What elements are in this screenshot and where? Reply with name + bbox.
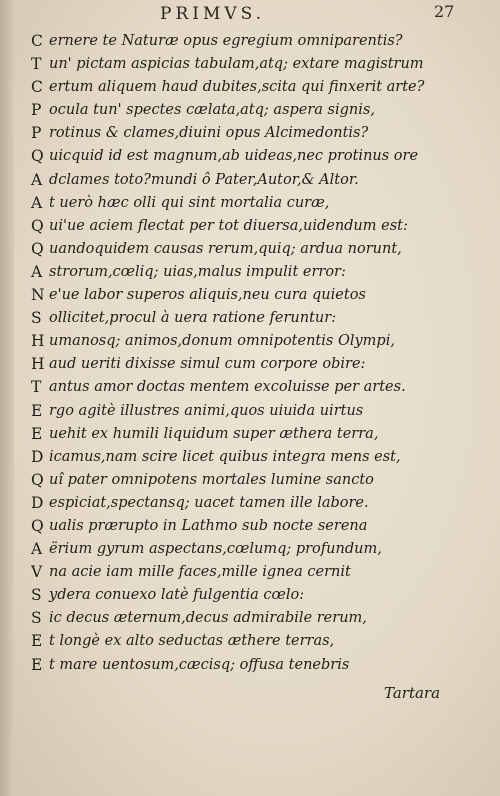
- line-text: t longè ex alto seductas æthere terras,: [49, 633, 335, 650]
- verse-line: [0, 261, 500, 284]
- line-initial: A: [31, 170, 43, 189]
- page-header: [0, 4, 500, 26]
- verse-line: [0, 215, 500, 238]
- line-initial: Q: [31, 147, 44, 166]
- verse-line: [0, 561, 500, 584]
- verse-line: [0, 307, 500, 330]
- verse-line: [0, 423, 500, 446]
- verse-line: [0, 53, 500, 76]
- verse-line: [0, 607, 500, 630]
- line-initial: E: [31, 655, 43, 674]
- line-initial: Q: [31, 216, 44, 235]
- catchword: Tartara: [384, 684, 441, 702]
- line-initial: Q: [31, 239, 44, 258]
- line-initial: P: [31, 124, 42, 143]
- line-text: strorum,cœliq; uias,malus impulit error:: [49, 263, 346, 280]
- line-initial: C: [31, 32, 43, 50]
- verse-line: [0, 400, 500, 423]
- line-text: t uerò hæc olli qui sint mortalia curæ,: [49, 194, 330, 211]
- line-initial: N: [31, 286, 45, 305]
- line-initial: S: [31, 586, 42, 605]
- verse-line: [0, 538, 500, 561]
- verse-line: [0, 238, 500, 261]
- verse-line: [0, 376, 500, 399]
- line-initial: P: [31, 101, 42, 120]
- verse-line: [0, 492, 500, 515]
- line-text: icamus,nam scire licet quibus integra mens est,: [49, 448, 401, 465]
- line-text: ernere te Naturæ opus egregium omniparentis?: [49, 33, 403, 49]
- line-text: ollicitet,procul à uera ratione feruntur:: [49, 310, 337, 327]
- verse-line: [0, 353, 500, 376]
- line-text: t mare uentosum,cæcisq; offusa tenebris: [49, 656, 350, 673]
- line-text: antus amor doctas mentem excoluisse per artes.: [49, 379, 406, 396]
- verse-line: [0, 284, 500, 307]
- line-text: aud ueriti dixisse simul cum corpore obire:: [49, 356, 366, 373]
- verse-line: [0, 446, 500, 469]
- line-text: na acie iam mille faces,mille ignea cernit: [49, 564, 351, 581]
- verse-line: [0, 515, 500, 538]
- line-text: ualis prærupto in Lathmo sub nocte serena: [49, 517, 368, 534]
- line-text: dclames toto?mundi ô Pater,Autor,& Altor.: [49, 171, 359, 188]
- page-number: 27: [434, 2, 455, 21]
- line-initial: H: [31, 355, 45, 374]
- line-initial: T: [31, 378, 42, 397]
- line-text: uicquid id est magnum,ab uideas,nec protinus ore: [49, 148, 419, 165]
- line-text: ertum aliquem haud dubites,scita qui finxerit arte?: [49, 79, 425, 96]
- line-initial: E: [31, 401, 43, 420]
- line-text: ui'ue aciem flectat per tot diuersa,uidendum est:: [49, 217, 408, 234]
- running-title: PRIMVS.: [160, 4, 266, 24]
- verse-line: [0, 330, 500, 353]
- line-initial: V: [31, 563, 43, 582]
- line-text: rotinus & clames,diuini opus Alcimedontis?: [49, 125, 369, 142]
- verse-line: [0, 122, 500, 145]
- verse-block: [0, 30, 500, 677]
- line-text: uehit ex humili liquidum super æthera terra,: [49, 425, 379, 442]
- line-text: ërium gyrum aspectans,cœlumq; profundum,: [49, 541, 382, 558]
- line-initial: Q: [31, 516, 44, 535]
- line-initial: E: [31, 424, 43, 443]
- verse-line: [0, 654, 500, 677]
- verse-line: [0, 99, 500, 122]
- verse-line: [0, 469, 500, 492]
- line-text: uî pater omnipotens mortales lumine sancto: [49, 471, 374, 488]
- line-text: uandoquidem causas rerum,quiq; ardua norunt,: [49, 240, 402, 257]
- line-initial: A: [31, 540, 43, 559]
- verse-line: [0, 30, 500, 53]
- line-text: ocula tun' spectes cælata,atq; aspera signis,: [49, 102, 375, 119]
- line-initial: C: [31, 78, 43, 97]
- line-initial: A: [31, 262, 43, 281]
- line-initial: H: [31, 332, 45, 351]
- line-initial: E: [31, 632, 43, 651]
- verse-line: [0, 169, 500, 192]
- line-text: rgo agitè illustres animi,quos uiuida uirtus: [49, 402, 364, 419]
- verse-line: [0, 584, 500, 607]
- line-text: ydera conuexo latè fulgentia cœlo:: [49, 587, 305, 604]
- line-initial: D: [31, 447, 44, 466]
- line-initial: Q: [31, 470, 44, 489]
- verse-line: [0, 630, 500, 653]
- line-initial: S: [31, 609, 42, 628]
- line-initial: D: [31, 493, 44, 512]
- line-text: ic decus æternum,decus admirabile rerum,: [49, 610, 367, 627]
- line-text: espiciat,spectansq; uacet tamen ille labore.: [49, 494, 369, 511]
- line-text: umanosq; animos,donum omnipotentis Olympi,: [49, 333, 395, 350]
- line-text: un' pictam aspicias tabulam,atq; extare magistrum: [49, 56, 424, 73]
- verse-line: [0, 145, 500, 168]
- line-text: e'ue labor superos aliquis,neu cura quietos: [49, 287, 366, 304]
- line-initial: S: [31, 309, 42, 328]
- line-initial: T: [31, 55, 42, 74]
- verse-line: [0, 192, 500, 215]
- line-initial: A: [31, 193, 43, 212]
- verse-line: [0, 76, 500, 99]
